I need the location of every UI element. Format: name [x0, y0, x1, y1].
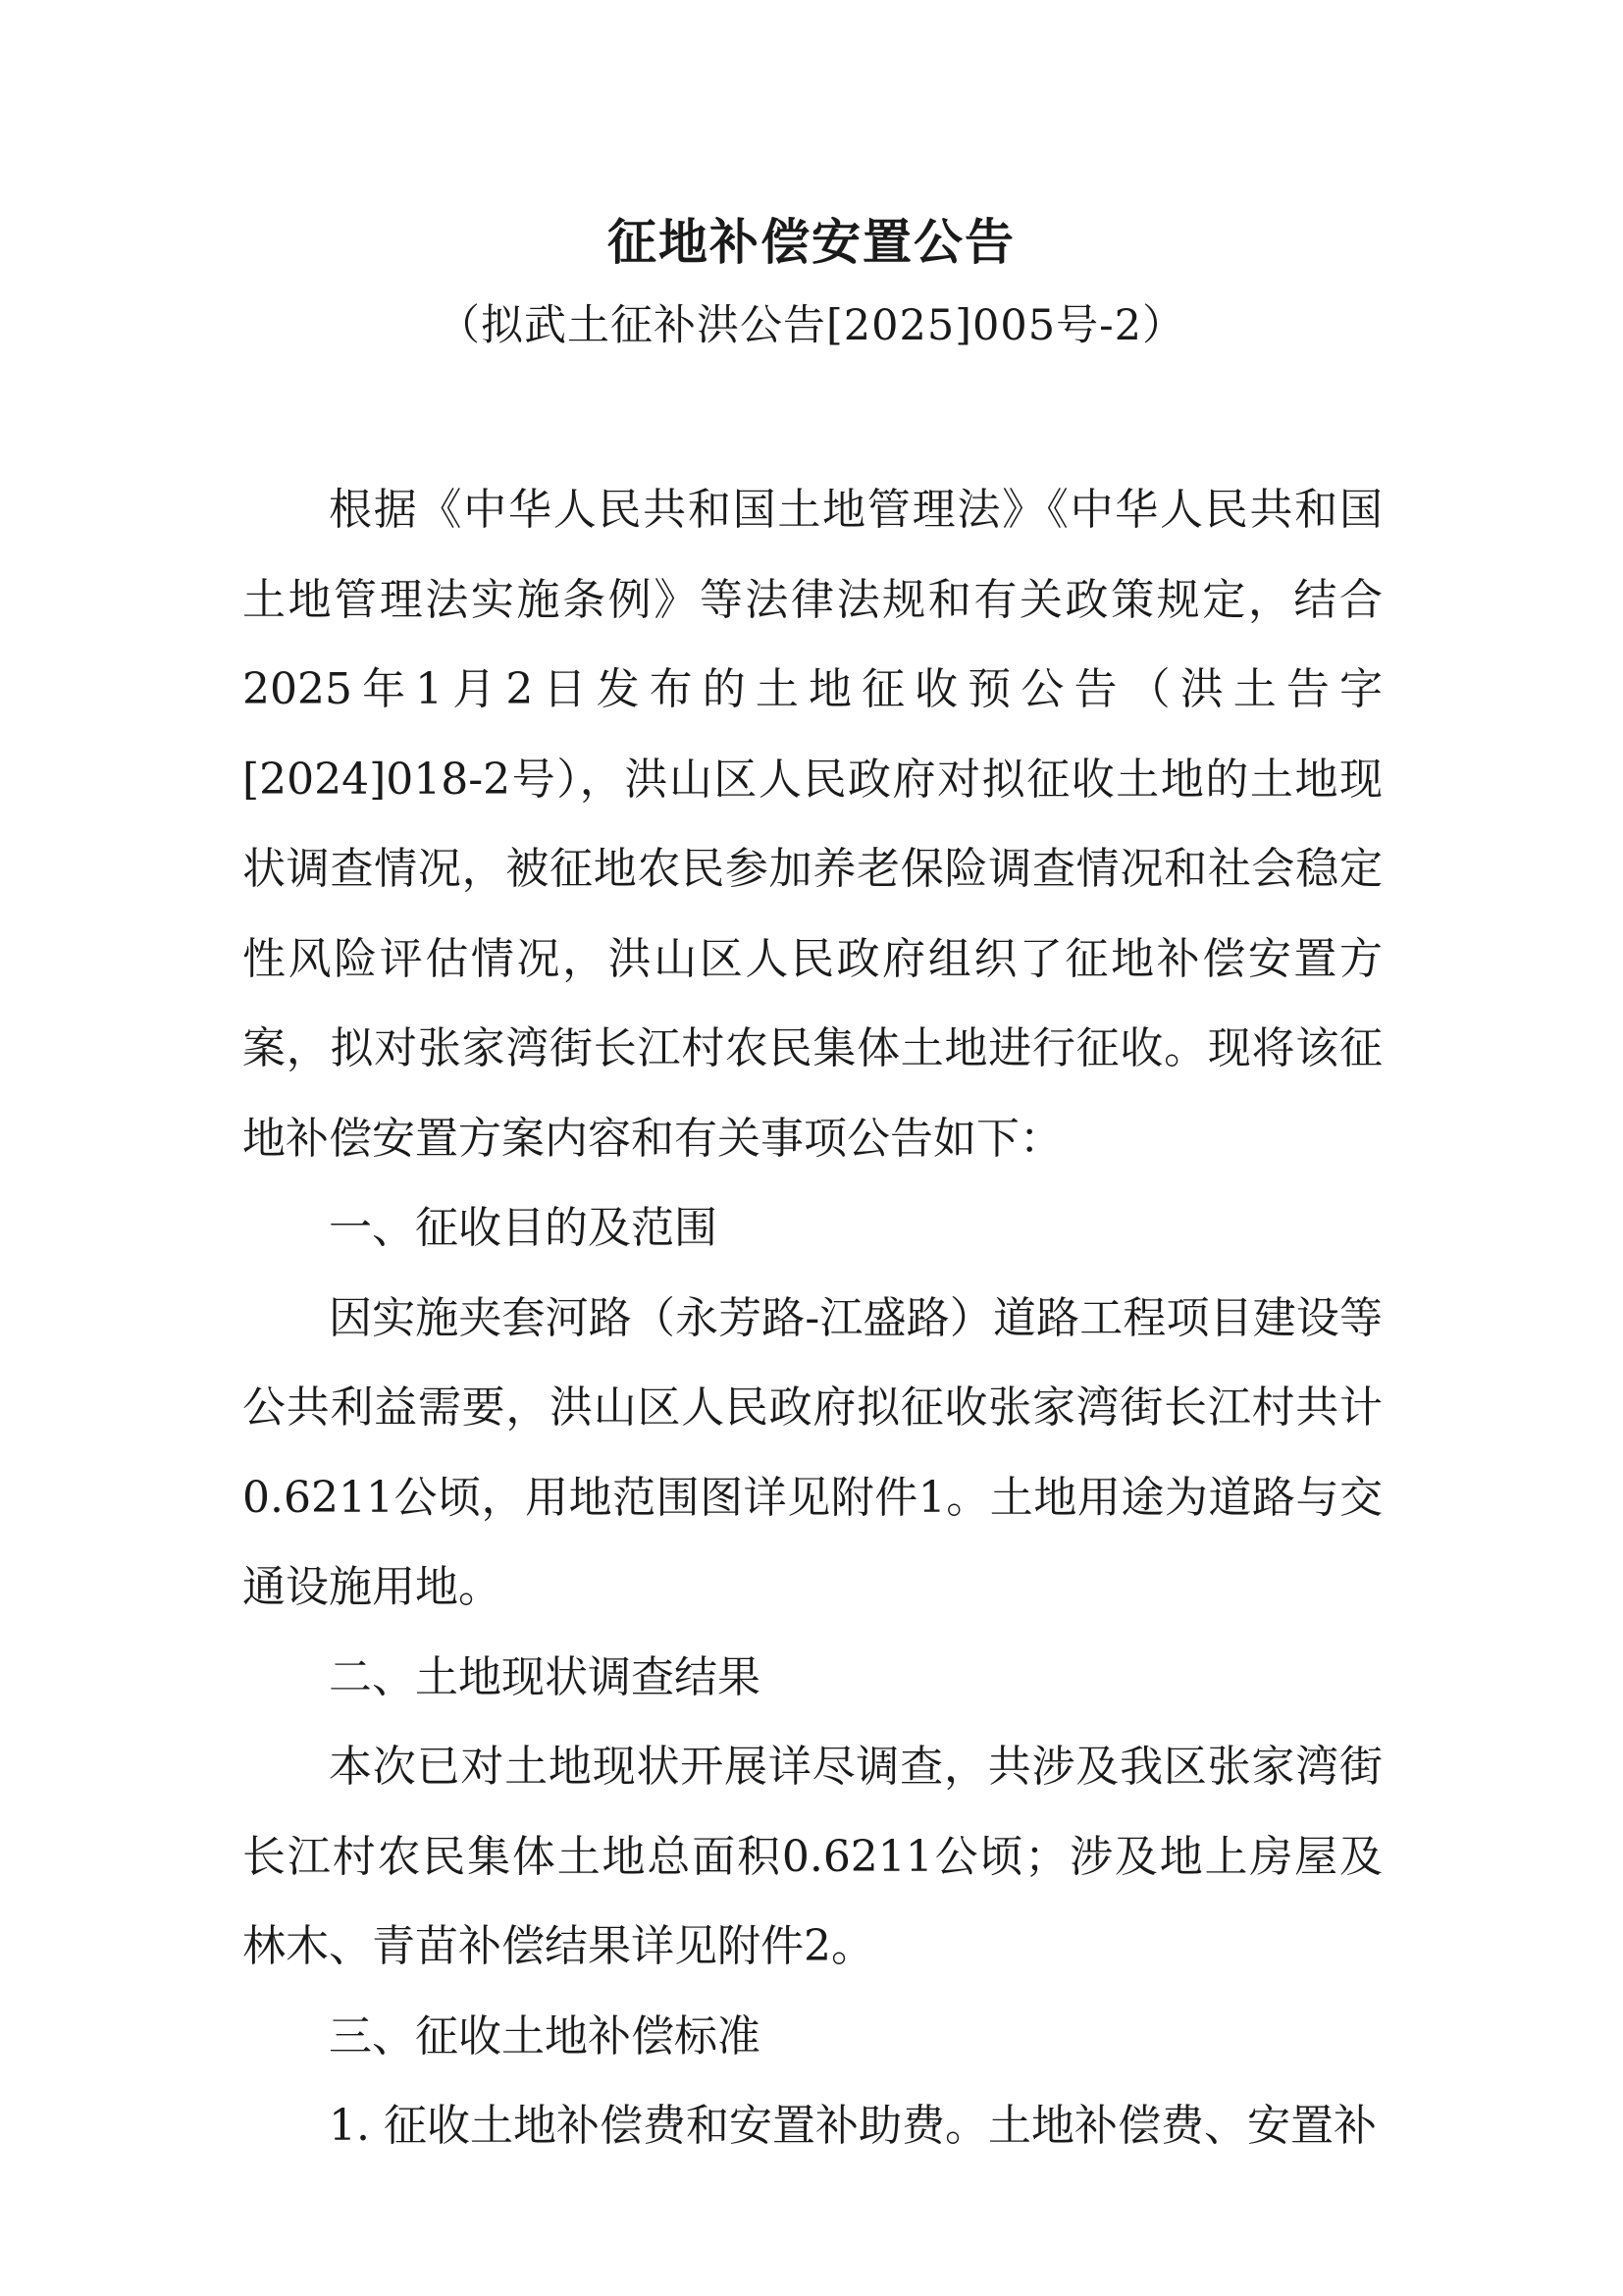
section-text-1: 因实施夹套河路（永芳路-江盛路）道路工程项目建设等公共利益需要，洪山区人民政府拟征收张家湾街长江村共计0.6211公顷，用地范围图详见附件1。土地用途为道路与交通设施用地。 — [242, 1292, 1383, 1612]
document-number: （拟武土征补洪公告[2025]005号-2） — [438, 301, 1185, 350]
section-heading-2: 二、土地现状调查结果 — [329, 1651, 760, 1702]
section-text-3: 1. 征收土地补偿费和安置补助费。土地补偿费、安置补 — [329, 2101, 1377, 2151]
intro-paragraph: 根据《中华人民共和国土地管理法》《中华人民共和国土地管理法实施条例》等法律法规和有关政策规定，结合2025年1月2日发布的土地征收预公告（洪土告字[2024]018-2号），洪山区人民政府对拟征收土地的土地现状调查情况，被征地农民参加养老保险调查情况和社会稳定性风险评估情况，洪山区人民政府组织了征地补偿安置方案，拟对张家湾街长江村农民集体土地进行征收。现将该征地补偿安置方案内容和有关事项公告如下： — [242, 485, 1383, 1164]
section-heading-3: 三、征收土地补偿标准 — [329, 2010, 760, 2061]
document-title: 征地补偿安置公告 — [607, 214, 1016, 271]
section-text-2: 本次已对土地现状开展详尽调查，共涉及我区张家湾街长江村农民集体土地总面积0.6211公顷；涉及地上房屋及林木、青苗补偿结果详见附件2。 — [242, 1742, 1383, 1971]
document-body — [242, 465, 1383, 2171]
section-heading-1: 一、征收目的及范围 — [329, 1203, 717, 1253]
